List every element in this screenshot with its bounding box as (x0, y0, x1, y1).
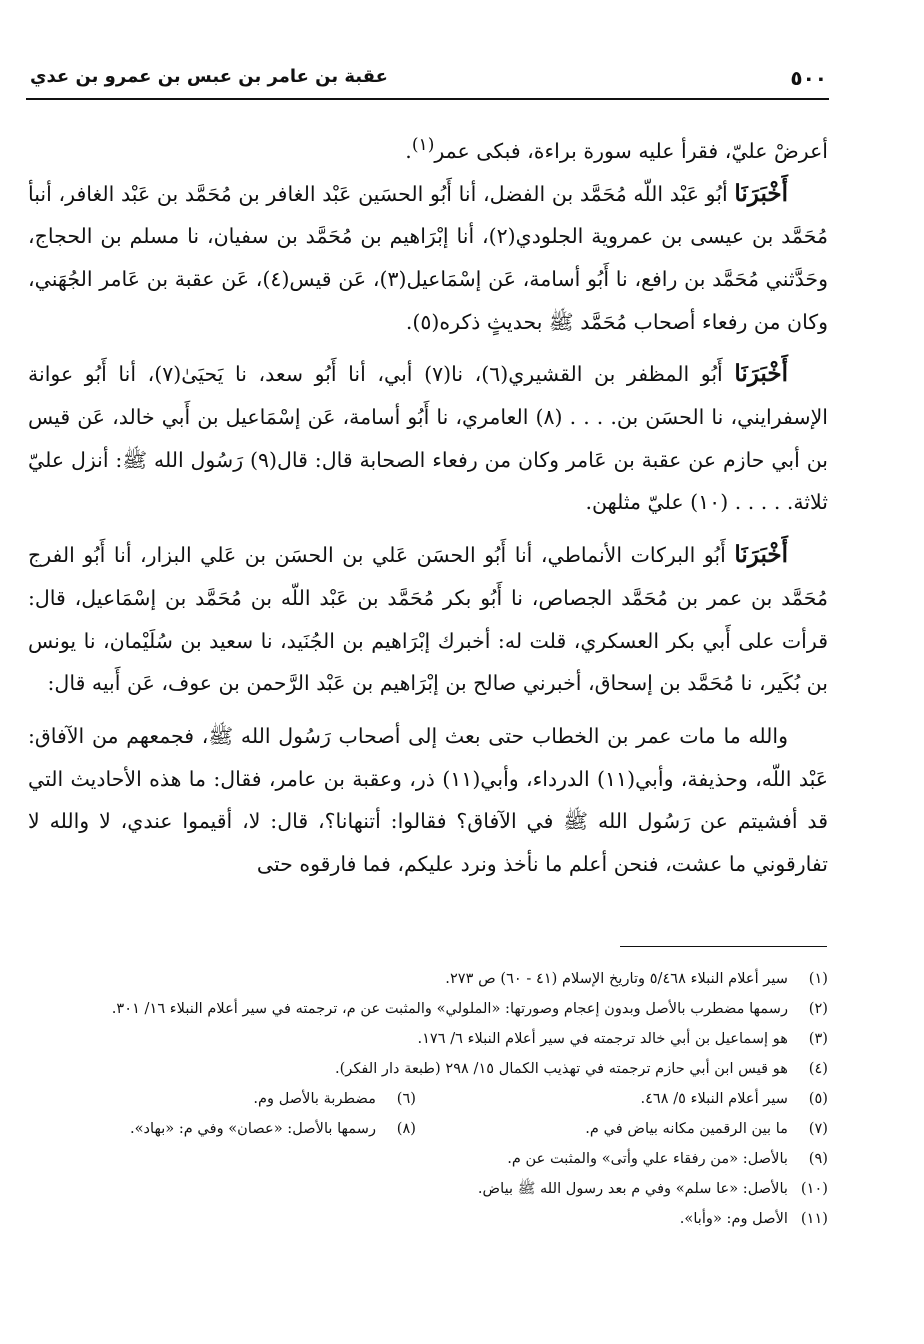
footnote-number: (١) (808, 970, 828, 987)
footnote-text: هو إسماعيل بن أبي خالد ترجمته في سير أعلام النبلاء ٦/ ١٧٦. (417, 1030, 788, 1047)
footnote-pair (24, 1114, 828, 1144)
footnote-number: (٦) (396, 1090, 416, 1107)
footnote-text: رسمها بالأصل: «عصان» وفي م: «بهاد». (129, 1120, 376, 1137)
paragraph-text: والله ما مات عمر بن الخطاب حتى بعث إلى أصحاب رَسُول الله ﷺ، فجمعهم من الآفاق: عَبْد اللّه، وحذيفة، وأبي(١١) الدرداء، وأبي(١١) ذر، وعقبة بن عامر، فقال: ما هذه الأحاديث التي قد أفشيتم عن رَسُول الله ﷺ في الآفاق؟ فقالوا: أتنهانا؟، قال: لا، أقيموا عندي، لا والله لا تفارقوني ما عشت، فنحن أعلم ما نأخذ ونرد عليكم، فما فارقوه حتى (28, 723, 828, 877)
footnote-number: (٧) (808, 1120, 828, 1137)
footnote-number: (٣) (808, 1030, 828, 1047)
footnote-number: (٢) (808, 1000, 828, 1017)
paragraph-text: أَبُو البركات الأنماطي، أنا أَبُو الحسَن عَلي بن الحسَن بن عَلي البزار، أنا أَبُو الفرج مُحَمَّد بن عمر بن مُحَمَّد الجصاص، نا أَبُو بكر مُحَمَّد بن عَبْد اللّه بن مُحَمَّد بن إسْمَاعيل، قال: قرأت على أَبي بكر العسكري، قلت له: أخبرك إبْرَاهيم بن الجُنَيد، نا سعيد بن سُلَيْمان، نا يونس بن بُكَير، نا مُحَمَّد بن إسحاق، أخبرني صالح بن إبْرَاهيم بن عَبْد الرَّحمن بن عوف، عَن أَبيه قال: (28, 543, 828, 696)
paragraph-end: . (405, 138, 412, 163)
paragraph-3 (28, 353, 828, 524)
footnote-divider (620, 946, 827, 947)
paragraph-text: أبُو عَبْد اللّه مُحَمَّد بن الفضل، أنا أَبُو الحسَين عَبْد الغافر بن مُحَمَّد بن عَبْد الغافر، أنبأ مُحَمَّد بن عيسى بن عمروية الجلودي(٢)، أنا إبْرَاهيم بن مُحَمَّد بن سفيان، نا مسلم بن الحجاج، وحَدَّثني مُحَمَّد بن رافع، نا أَبُو أسامة، عَن إسْمَاعيل(٣)، عَن قيس(٤)، عَن عقبة بن عَامر الجُهَني، وكان من رفعاء أصحاب مُحَمَّد ﷺ بحديثٍ ذكره(٥). (28, 181, 828, 334)
footnote (24, 1174, 828, 1204)
footnote-number: (١٠) (800, 1180, 828, 1197)
paragraph-1 (28, 124, 828, 173)
akhbarana-keyword: أَخْبَرَنَا (734, 179, 788, 207)
footnote-number: (٨) (396, 1120, 416, 1137)
footnote (24, 964, 828, 994)
page-header (26, 58, 829, 100)
footnote-number: (٤) (808, 1060, 828, 1077)
footnote (24, 1144, 828, 1174)
footnote-text: الأصل وم: «وأبا». (679, 1210, 788, 1227)
page-number: ٥٠٠ (790, 66, 827, 90)
footnote-number: (٥) (808, 1090, 828, 1107)
paragraph-4 (28, 534, 828, 705)
footnote-text: بالأصل: «من رفقاء علي وأتى» والمثبت عن م. (507, 1150, 788, 1167)
footnote-text: سير أعلام النبلاء ٥/ ٤٦٨. (640, 1090, 788, 1107)
running-title: عقبة بن عامر بن عبس بن عمرو بن عدي (30, 66, 388, 87)
footnote (24, 1024, 828, 1054)
footnote-number: (٩) (808, 1150, 828, 1167)
footnote-text: ما بين الرقمين مكانه بياض في م. (585, 1120, 788, 1137)
footnotes (24, 964, 828, 1234)
footnote-number: (١١) (800, 1210, 828, 1227)
akhbarana-keyword: أَخْبَرَنَا (734, 360, 788, 388)
paragraph-text: أعرضْ عليّ، فقرأ عليه سورة براءة، فبكى عمر (434, 138, 828, 163)
footnote-pair (24, 1084, 828, 1114)
footnote (24, 1054, 828, 1084)
paragraph-text: أَبُو المظفر بن القشيري(٦)، نا(٧) أبي، أنا أَبُو سعد، نا يَحيَىٰ(٧)، أنا أَبُو عوانة الإسفرايني، نا الحسَن بن. . . . (٨) العامري، نا أَبُو أسامة، عَن إسْمَاعيل بن أَبي خالد، عَن قيس بن أبي حازم عن عقبة بن عَامر وكان من رفعاء الصحابة قال: قال(٩) رَسُول الله ﷺ: أنزل عليّ ثلاثة. . . . . (١٠) عليّ مثلهن. (28, 362, 828, 515)
footnote-ref: (١) (411, 135, 435, 155)
footnote-text: رسمها مضطرب بالأصل وبدون إعجام وصورتها: «الملولي» والمثبت عن م، ترجمته في سير أعلام النبلاء ١٦/ ٣٠١. (111, 1000, 788, 1017)
footnote (24, 994, 828, 1024)
footnote-text: مضطربة بالأصل وم. (253, 1090, 376, 1107)
paragraph-2 (28, 173, 828, 344)
paragraph-5 (28, 715, 828, 886)
footnote-text: هو قيس ابن أبي حازم ترجمته في تهذيب الكمال ١٥/ ٢٩٨ (طبعة دار الفكر). (334, 1060, 788, 1077)
footnote (24, 1204, 828, 1234)
footnote-text: سير أعلام النبلاء ٥/٤٦٨ وتاريخ الإسلام (٤١ - ٦٠) ص ٢٧٣. (445, 970, 788, 987)
akhbarana-keyword: أَخْبَرَنَا (734, 541, 788, 569)
footnote-text: بالأصل: «عا سلم» وفي م بعد رسول الله ﷺ بياض. (477, 1180, 788, 1197)
main-text (28, 124, 828, 886)
